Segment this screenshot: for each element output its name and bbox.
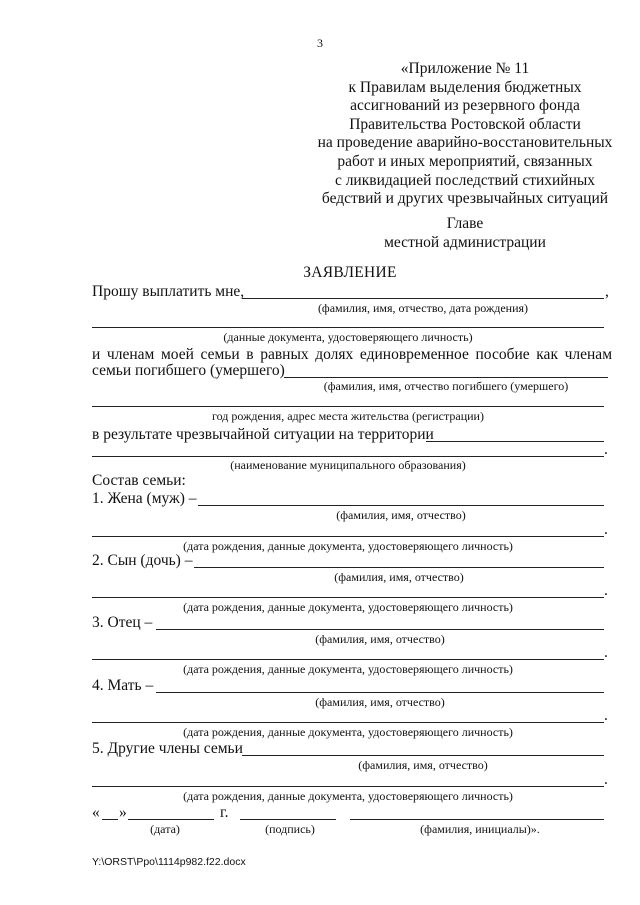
caption-member-fio: (фамилия, имя, отчество) — [334, 570, 464, 584]
caption-date: (дата) — [150, 822, 180, 836]
period: . — [604, 644, 608, 661]
child-details-field[interactable] — [92, 597, 604, 598]
caption-member-details: (дата рождения, данные документа, удостоверяющего личность) — [183, 789, 513, 803]
caption-birth-address: год рождения, адрес места жительства (регистрации) — [212, 409, 484, 423]
caption-member-fio: (фамилия, имя, отчество) — [315, 632, 445, 646]
request-prefix: Прошу выплатить мне, — [92, 283, 245, 300]
annex-line: Правительства Ростовской области — [349, 115, 581, 133]
caption-name: (фамилия, инициалы)». — [420, 822, 540, 836]
others-fio-field[interactable] — [242, 755, 604, 756]
father-fio-field[interactable] — [156, 629, 604, 630]
family-heading: Состав семьи: — [92, 472, 186, 489]
member-label-child: 2. Сын (дочь) – — [92, 552, 193, 569]
member-label-spouse: 1. Жена (муж) – — [92, 490, 197, 507]
emergency-prefix: в результате чрезвычайной ситуации на территории — [92, 426, 434, 443]
deceased-prefix: семьи погибшего (умершего) — [92, 362, 285, 379]
month-year-field[interactable] — [128, 819, 214, 820]
member-label-others: 5. Другие члены семьи — [92, 740, 243, 757]
caption-member-fio: (фамилия, имя, отчество) — [358, 758, 488, 772]
period: . — [604, 582, 608, 599]
municipality-field[interactable] — [92, 456, 604, 457]
caption-member-details: (дата рождения, данные документа, удостоверяющего личность) — [183, 725, 513, 739]
caption-member-details: (дата рождения, данные документа, удостоверяющего личность) — [183, 600, 513, 614]
period: . — [604, 441, 608, 458]
annex-header — [300, 60, 630, 209]
applicant-fio-field[interactable] — [242, 298, 604, 299]
annex-line: к Правилам выделения бюджетных — [348, 78, 582, 96]
annex-line: бедствий и других чрезвычайных ситуаций — [321, 190, 609, 208]
day-field[interactable] — [102, 819, 118, 820]
footer-file-path: Y:\ORST\Ppo\1114p982.f22.docx — [92, 856, 246, 868]
annex-line: на проведение аварийно-восстановительных — [317, 134, 613, 152]
territory-field[interactable] — [426, 441, 604, 442]
annex-line: с ликвидацией последствий стихийных — [334, 171, 596, 189]
caption-member-fio: (фамилия, имя, отчество) — [315, 695, 445, 709]
document-title: ЗАЯВЛЕНИЕ — [303, 264, 397, 281]
caption-member-details: (дата рождения, данные документа, удостоверяющего личность) — [183, 662, 513, 676]
page-number: 3 — [317, 36, 323, 50]
caption-member-details: (дата рождения, данные документа, удостоверяющего личность) — [183, 539, 513, 553]
mother-details-field[interactable] — [92, 722, 604, 723]
caption-member-fio: (фамилия, имя, отчество) — [336, 508, 466, 522]
date-close-quote: » — [119, 804, 127, 821]
period: . — [604, 771, 608, 788]
others-details-field[interactable] — [92, 786, 604, 787]
caption-municipality: (наименование муниципального образования) — [230, 458, 466, 472]
addressee-line: местной администрации — [384, 233, 546, 251]
period: . — [604, 707, 608, 724]
deceased-fio-field[interactable] — [284, 377, 608, 378]
spouse-fio-field[interactable] — [198, 505, 604, 506]
spouse-details-field[interactable] — [92, 536, 604, 537]
annex-line: ассигнований из резервного фонда — [350, 97, 580, 115]
addressee — [300, 215, 630, 252]
caption-id-doc: (данные документа, удостоверяющего личность) — [223, 330, 473, 344]
member-label-father: 3. Отец – — [92, 614, 153, 631]
father-details-field[interactable] — [92, 659, 604, 660]
signature-field[interactable] — [240, 819, 336, 820]
period: . — [604, 521, 608, 538]
date-open-quote: « — [92, 804, 100, 821]
member-label-mother: 4. Мать – — [92, 677, 154, 694]
annex-line: работ и иных мероприятий, связанных — [337, 152, 593, 170]
caption-signature: (подпись) — [265, 822, 315, 836]
applicant-id-field[interactable] — [92, 327, 604, 328]
year-suffix: г. — [220, 804, 229, 821]
caption-fio-dob: (фамилия, имя, отчество, дата рождения) — [317, 301, 529, 315]
mother-fio-field[interactable] — [156, 692, 604, 693]
child-fio-field[interactable] — [194, 567, 604, 568]
annex-line: «Приложение № 11 — [400, 60, 530, 77]
caption-deceased: (фамилия, имя, отчество погибшего (умершего) — [323, 379, 569, 393]
addressee-line: Главе — [446, 215, 484, 232]
comma: , — [605, 283, 609, 300]
deceased-address-field[interactable] — [92, 406, 604, 407]
family-line: и членам моей семьи в равных долях единовременное пособие как членам — [92, 346, 612, 363]
name-initials-field[interactable] — [350, 819, 604, 820]
